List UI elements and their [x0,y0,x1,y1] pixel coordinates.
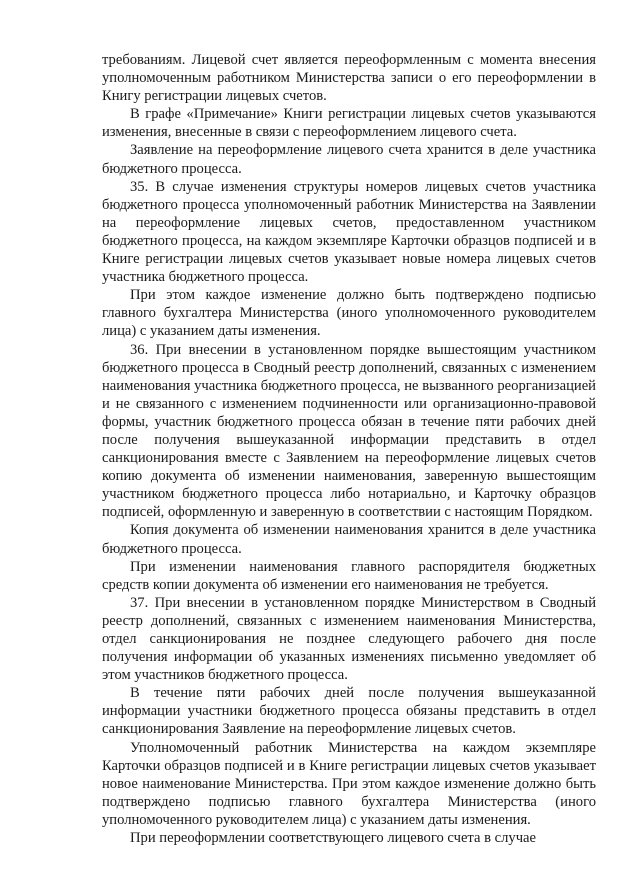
paragraph-9: 37. При внесении в установленном порядке Министерством в Сводный реестр дополнений, связанных с изменением наименования Министерства, отдел санкционирования не позднее следующего рабочего дня после получения информации об указанных изменениях письменно уведомляет об этом участников бюджетного процесса. [102,594,596,684]
paragraph-12: При переоформлении соответствующего лицевого счета в случае [130,830,536,847]
paragraph-6: 36. При внесении в установленном порядке вышестоящим участником бюджетного процесса в Сводный реестр дополнений, связанных с изменением наименования участника бюджетного процесса, не вызванного реорганизацией и не связанного с изменением подчиненности или организационно-правовой формы, участник бюджетного процесса обязан в течение пяти рабочих дней после получения вышеуказанной информации представить в отдел санкционирования вместе с Заявлением на переоформление лицевых счетов копию документа об изменении наименования, заверенную вышестоящим участником бюджетного процесса либо нотариально, и Карточку образцов подписей, оформленную и заверенную в соответствии с настоящим Порядком. [102,341,596,521]
paragraph-11: Уполномоченный работник Министерства на каждом экземпляре Карточки образцов подписей и в Книге регистрации лицевых счетов указывает новое наименование Министерства. При этом каждое изменение должно быть подтверждено подписью главного бухгалтера Министерства (иного уполномоченного руководителем лица) с указанием даты изменения. [102,739,596,828]
document-page [102,51,596,847]
paragraph-1: требованиям. Лицевой счет является переоформленным с момента внесения уполномоченным работником Министерства записи о его переоформлении в Книгу регистрации лицевых счетов. [102,52,596,105]
paragraph-10: В течение пяти рабочих дней после получения вышеуказанной информации участники бюджетного процесса обязаны представить в отдел санкционирования Заявление на переоформление лицевых счетов. [102,685,596,738]
paragraph-7: Копия документа об изменении наименования хранится в деле участника бюджетного процесса. [102,522,596,557]
paragraph-2: В графе «Примечание» Книги регистрации лицевых счетов указываются изменения, внесенные в связи с переоформлением лицевого счета. [102,106,596,141]
paragraph-8: При изменении наименования главного распорядителя бюджетных средств копии документа об изменении его наименования не требуется. [102,558,596,593]
paragraph-4: 35. В случае изменения структуры номеров лицевых счетов участника бюджетного процесса уполномоченный работник Министерства на Заявлении на переоформление лицевых счетов, предоставленном участником бюджетного процесса, на каждом экземпляре Карточки образцов подписей и в Книге регистрации лицевых счетов указывает новые номера лицевых счетов участника бюджетного процесса. [102,178,596,286]
paragraph-5: При этом каждое изменение должно быть подтверждено подписью главного бухгалтера Министерства (иного уполномоченного руководителем лица) с указанием даты изменения. [102,287,596,340]
paragraph-3: Заявление на переоформление лицевого счета хранится в деле участника бюджетного процесса. [102,142,596,177]
